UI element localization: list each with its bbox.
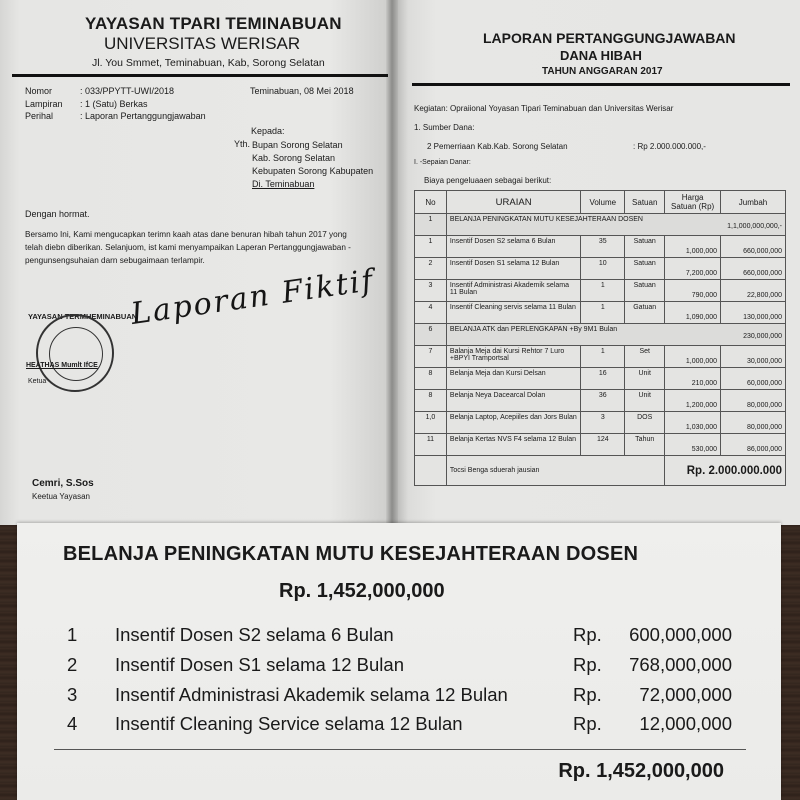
- item-amount: 768,000,000: [629, 654, 732, 675]
- page-gutter: [386, 0, 398, 525]
- cell-harga: 1,000,000: [665, 236, 721, 258]
- summary-item: [0, 654, 800, 678]
- recipient-location: Di. Teminabuan: [252, 179, 315, 189]
- cell-uraian: Insentif Cleaning servis selama 11 Bulan: [446, 302, 580, 324]
- cell-jumlah: 660,000,000: [721, 258, 786, 280]
- item-description: Insentif Dosen S2 selama 6 Bulan: [115, 624, 394, 645]
- cell-jumlah: 30,000,000: [721, 346, 786, 368]
- report-year: TAHUN ANGGARAN 2017: [542, 66, 663, 77]
- letterhead-org-name: YAYASAN TPARI TEMINABUAN: [85, 14, 342, 33]
- report-divider: [412, 83, 790, 86]
- cell-volume: 36: [581, 390, 625, 412]
- meta-nomor: [25, 86, 174, 96]
- cell-uraian: Belanja Laptop, Acepiiles dan Jors Bulan: [446, 412, 580, 434]
- table-row: [415, 434, 786, 456]
- official-stamp-icon: [36, 314, 114, 392]
- cell-harga: 210,000: [665, 368, 721, 390]
- table-section-row: [415, 324, 786, 346]
- recipient-line: Bupan Sorong Selatan: [252, 140, 343, 150]
- cell-no: 2: [415, 258, 447, 280]
- item-amount: 600,000,000: [629, 624, 732, 645]
- cell-satuan: Gatuan: [625, 302, 665, 324]
- cell-uraian: BELANJA ATK dan PERLENGKAPAN +By 9M1 Bulan: [449, 326, 618, 333]
- cell-harga: 1,030,000: [665, 412, 721, 434]
- cell-satuan: DOS: [625, 412, 665, 434]
- cell-volume: 10: [581, 258, 625, 280]
- meta-lampiran: [25, 99, 148, 109]
- cell-satuan: Tahun: [625, 434, 665, 456]
- cell-no: 3: [415, 280, 447, 302]
- cell-harga: 790,000: [665, 280, 721, 302]
- col-satuan: Satuan: [625, 191, 665, 214]
- cell-satuan: Set: [625, 346, 665, 368]
- summary-total: Rp. 1,452,000,000: [558, 760, 724, 782]
- cell-harga: 7,200,000: [665, 258, 721, 280]
- cell-jumlah: 1,1,000,000,000,-: [727, 223, 782, 230]
- cell-no: 1,0: [415, 412, 447, 434]
- meta-value: : Laporan Pertanggungjawaban: [80, 111, 206, 121]
- meta-value: : 1 (Satu) Berkas: [80, 99, 148, 109]
- cell-harga: 1,000,000: [665, 346, 721, 368]
- stamp-signer-name: HEATHAS Mumlt IfCE: [26, 362, 98, 369]
- cell-jumlah: 60,000,000: [721, 368, 786, 390]
- recipient-kepada: Kepada:: [251, 126, 285, 136]
- table-row: [415, 280, 786, 302]
- letterhead-address: Jl. You Smmet, Teminabuan, Kab, Sorong Selatan: [92, 57, 325, 69]
- letter-body: Bersamo Ini, Kami mengucapkan terimn kaah atas dane benuran hibah tahun 2017 yong telah diebn diberikan. Selanjuom, ist kami menyampaikan Laperan Pertanggungjawaban - pengunsengsuhaian darn sebugaimaan terlampir.: [25, 230, 351, 265]
- meta-label: Perihal: [25, 111, 54, 121]
- meta-value: : 033/PPYTT-UWI/2018: [80, 86, 175, 96]
- table-row: [415, 302, 786, 324]
- item-number: 1: [67, 624, 78, 645]
- cell-no: 1: [415, 214, 447, 236]
- table-row: [415, 346, 786, 368]
- item-number: 3: [67, 684, 78, 705]
- item-description: Insentif Cleaning Service selama 12 Bulan: [115, 713, 463, 734]
- cell-uraian: Balanja Meja dai Kursi Rehtor 7 Luro +BPYI Tramportsal: [446, 346, 580, 368]
- summary-item: [0, 713, 800, 737]
- cell-volume: 1: [581, 280, 625, 302]
- cell-satuan: Satuan: [625, 258, 665, 280]
- item-currency: Rp.: [573, 624, 602, 645]
- report-kegiatan: Kegiatan: Opraiional Yoyasan Tipari Teminabuan dan Universitas Werisar: [414, 104, 674, 113]
- signer-name: Cemri, S.Sos: [32, 478, 94, 489]
- cell-satuan: Satuan: [625, 280, 665, 302]
- cell-satuan: Unit: [625, 390, 665, 412]
- signer-role: Keetua Yayasan: [32, 492, 90, 501]
- greeting: Dengan hormat.: [25, 209, 90, 219]
- budget-table: [414, 190, 786, 486]
- cell-uraian: Belanja Meja dan Kursi Delsan: [446, 368, 580, 390]
- total-amount: Rp. 2.000.000.000: [665, 456, 786, 486]
- report-biaya: Biaya pengeluaaen sebagai berikut:: [424, 176, 552, 185]
- cell-satuan: Unit: [625, 368, 665, 390]
- meta-label: Nomor: [25, 86, 53, 96]
- summary-subtotal: Rp. 1,452,000,000: [279, 580, 445, 602]
- col-harga: Harga Satuan (Rp): [665, 191, 721, 214]
- cell-volume: 124: [581, 434, 625, 456]
- summary-divider: [54, 749, 746, 750]
- item-description: Insentif Dosen S1 selama 12 Bulan: [115, 654, 404, 675]
- report-pemerintah-amount: : Rp 2.000.000.000,-: [633, 142, 706, 151]
- recipient-line: Kebupaten Sorong Kabupaten: [252, 166, 374, 176]
- cell-jumlah: 130,000,000: [721, 302, 786, 324]
- col-volume: Volume: [581, 191, 625, 214]
- letterhead-university: UNIVERSITAS WERISAR: [104, 34, 301, 53]
- col-uraian: URAIAN: [446, 191, 580, 214]
- summary-item: [0, 624, 800, 648]
- summary-title: BELANJA PENINGKATAN MUTU KESEJAHTERAAN DOSEN: [63, 543, 639, 565]
- item-currency: Rp.: [573, 713, 602, 734]
- cell-volume: 3: [581, 412, 625, 434]
- handwritten-annotation: Laporan Fiktif: [128, 263, 377, 332]
- total-label: Tocsi Benga sduerah jausian: [446, 456, 664, 486]
- cell-uraian: Belanja Kertas NVS F4 selama 12 Bulan: [446, 434, 580, 456]
- table-section-row: [415, 214, 786, 236]
- report-sepaian: I. -Sepaian Danar:: [414, 159, 471, 166]
- item-number: 4: [67, 713, 78, 734]
- cell-jumlah: 230,000,000: [743, 333, 782, 340]
- cell-harga: 1,090,000: [665, 302, 721, 324]
- summary-item: [0, 684, 800, 708]
- cell-jumlah: 22,800,000: [721, 280, 786, 302]
- recipient-yth: Yth.: [234, 139, 251, 149]
- stamp-signer-role: Ketua: [28, 378, 47, 385]
- place-date: Teminabuan, 08 Mei 2018: [250, 86, 354, 96]
- cell-volume: 1: [581, 346, 625, 368]
- total-empty-cell: [415, 456, 447, 486]
- cell-section: [446, 324, 785, 346]
- cell-no: 8: [415, 368, 447, 390]
- item-currency: Rp.: [573, 684, 602, 705]
- report-pemerintah: 2 Pemerriaan Kab.Kab. Sorong Selatan: [427, 142, 568, 151]
- cell-no: 11: [415, 434, 447, 456]
- report-sumber-dana: 1. Sumber Dana:: [414, 123, 475, 132]
- stamp-org-name: YAYASAN TERMHEMINABUAN: [28, 312, 138, 321]
- item-amount: 12,000,000: [639, 713, 732, 734]
- recipient-line: Kab. Sorong Selatan: [252, 153, 336, 163]
- table-row: [415, 368, 786, 390]
- cell-uraian: Insentif Dosen S1 selama 12 Bulan: [446, 258, 580, 280]
- cell-volume: 35: [581, 236, 625, 258]
- cell-volume: 1: [581, 302, 625, 324]
- cell-no: 8: [415, 390, 447, 412]
- cell-satuan: Satuan: [625, 236, 665, 258]
- recipient-block: [252, 139, 373, 191]
- cell-section: [446, 214, 785, 236]
- table-row: [415, 258, 786, 280]
- cell-uraian: Belanja Neya Dacearcal Dolan: [446, 390, 580, 412]
- item-description: Insentif Administrasi Akademik selama 12 Bulan: [115, 684, 508, 705]
- table-header-row: [415, 191, 786, 214]
- report-title: LAPORAN PERTANGGUNGJAWABAN: [483, 30, 736, 46]
- cell-harga: 1,200,000: [665, 390, 721, 412]
- item-currency: Rp.: [573, 654, 602, 675]
- cell-jumlah: 660,000,000: [721, 236, 786, 258]
- meta-label: Lampiran: [25, 99, 63, 109]
- cell-uraian: Insentif Dosen S2 selama 6 Bulan: [446, 236, 580, 258]
- letterhead-divider: [12, 74, 388, 77]
- cell-no: 7: [415, 346, 447, 368]
- report-subtitle: DANA HIBAH: [560, 48, 642, 63]
- col-no: No: [415, 191, 447, 214]
- cell-no: 1: [415, 236, 447, 258]
- item-amount: 72,000,000: [639, 684, 732, 705]
- cell-uraian: Insentif Administrasi Akademik selama 11 Bulan: [446, 280, 580, 302]
- cell-volume: 16: [581, 368, 625, 390]
- cell-no: 6: [415, 324, 447, 346]
- table-row: [415, 390, 786, 412]
- table-row: [415, 236, 786, 258]
- meta-perihal: [25, 111, 206, 121]
- col-jumlah: Jumbah: [721, 191, 786, 214]
- cell-uraian: BELANJA PENINGKATAN MUTU KESEJAHTERAAN DOSEN: [449, 216, 643, 223]
- table-row: [415, 412, 786, 434]
- cell-no: 4: [415, 302, 447, 324]
- cell-harga: 530,000: [665, 434, 721, 456]
- cell-jumlah: 80,000,000: [721, 390, 786, 412]
- cell-jumlah: 86,000,000: [721, 434, 786, 456]
- cell-jumlah: 80,000,000: [721, 412, 786, 434]
- table-total-row: [415, 456, 786, 486]
- item-number: 2: [67, 654, 78, 675]
